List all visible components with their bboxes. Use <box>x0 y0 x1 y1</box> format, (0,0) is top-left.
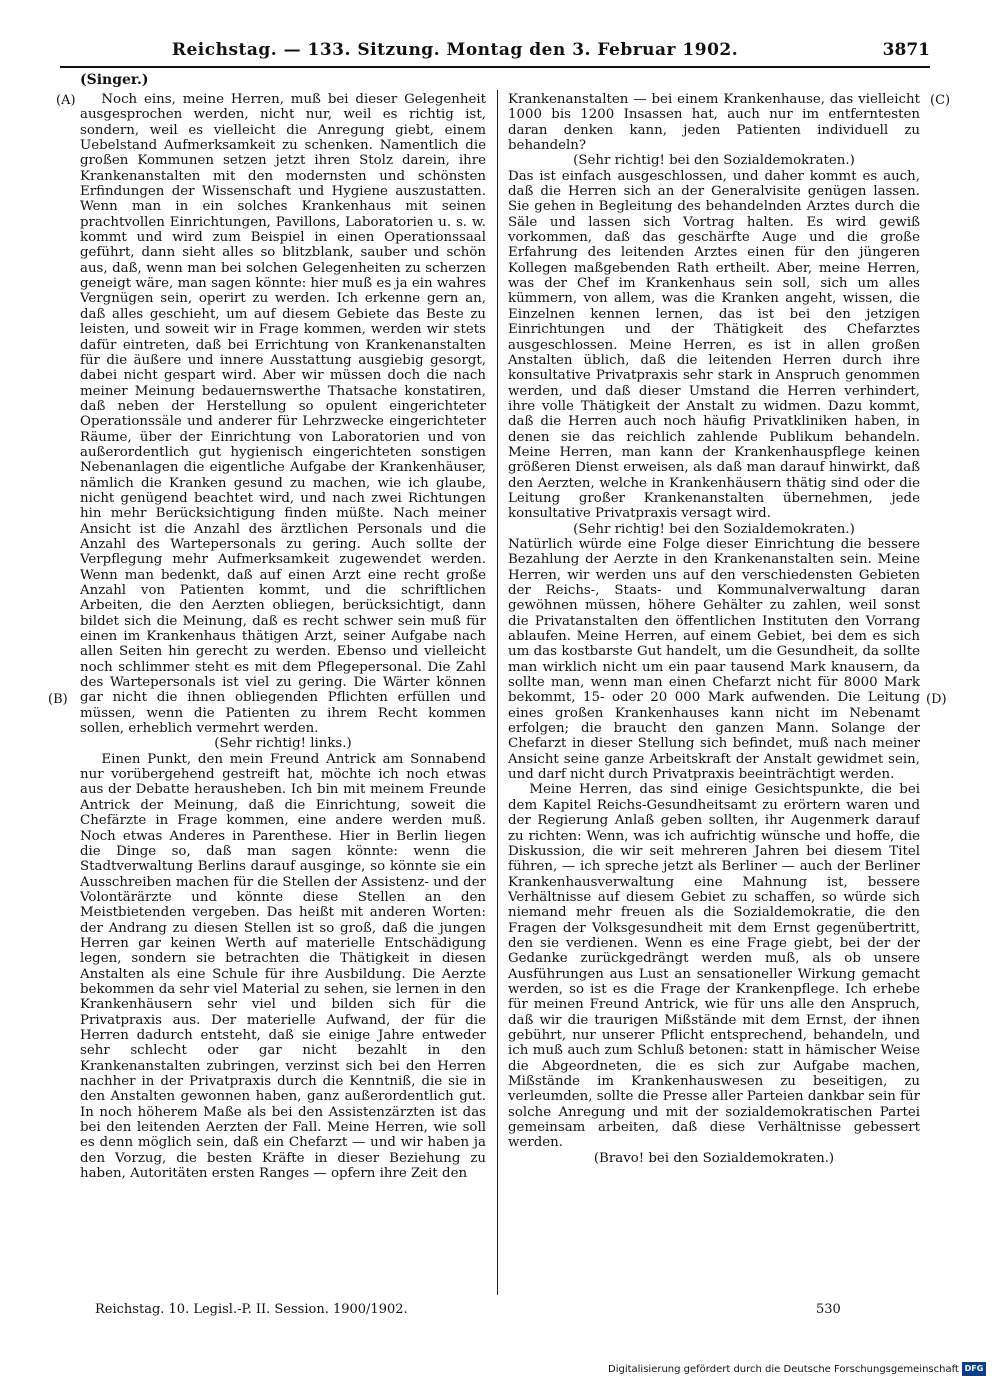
paragraph: Natürlich würde eine Folge dieser Einrichtung die bessere Bezahlung der Aerzte in den Krankenanstalten sein. Meine Herren, wir werden uns auf den verschiedensten Gebieten der Reichs-, Staats- und Kommunalverwaltung daran gewöhnen müssen, höhere Gehälter zu zahlen, weil sonst die Privatanstalten den öffentlichen Instituten den Vorrang ablaufen. Meine Herren, auf einem Gebiet, bei dem es sich um das kostbarste Gut handelt, um die Gesundheit, da sollte man wirklich nicht um ein paar tausend Mark knausern, da sollte man, wenn man einen Chefarzt nicht für 8000 Mark bekommt, 15- oder 20 000 Mark aufwenden. Die Leitung eines großen Krankenhauses kann nicht im Nebenamt erfolgen; die braucht den ganzen Mann. Solange der Chefarzt in dieser Stellung sich befindet, muß nach meiner Ansicht seine ganze Arbeitskraft der Anstalt gewidmet sein, und darf nicht durch Privatpraxis beeinträchtigt werden. <box>508 536 920 783</box>
speaker-name: (Singer.) <box>80 72 149 88</box>
right-column <box>508 92 920 1295</box>
page-number: 3871 <box>882 40 930 60</box>
interjection: (Bravo! bei den Sozialdemokraten.) <box>593 1150 835 1166</box>
margin-mark-a: (A) <box>56 93 76 108</box>
dfg-logo-icon: DFG <box>962 1362 986 1376</box>
paragraph: Einen Punkt, den mein Freund Antrick am Sonnabend nur vorübergehend gestreift hat, möchte ich noch etwas aus der Debatte herausheben. Ich bin mit meinem Freunde Antrick der Meinung, daß die Einrichtung, soweit die Chefärzte in Frage kommen, eine andere werden muß. Noch etwas Anderes in Parenthese. Hier in Berlin liegen die Dinge so, daß man sagen könnte: wenn die Stadtverwaltung Berlins darauf ausginge, so könnte sie ein Ausschreiben machen für die Stellen der Assistenz- und der Volontärärzte und könnte diese Stellen an den Meistbietenden vergeben. Das heißt mit anderen Worten: der Andrang zu diesen Stellen ist so groß, daß die jungen Herren gar keinen Werth auf materielle Entschädigung legen, sondern sie betrachten die Thätigkeit in diesen Anstalten als eine Schule für ihre Ausbildung. Die Aerzte bekommen da sehr viel Material zu sehen, sie lernen in den Krankenhäusern sehr viel und bilden sich für die Privatpraxis aus. Der materielle Aufwand, der für die Herren dadurch entsteht, daß sie einige Jahre entweder sehr schlecht oder gar nicht bezahlt in den Krankenanstalten zubringen, verzinst sich bei den Herren nachher in der Privatpraxis durch die Kenntniß, die sie in den Anstalten gewonnen haben, ganz außerordentlich gut. In noch höherem Maße als bei den Assistenzärzten ist das bei den leitenden Aerzten der Fall. Meine Herren, wie soll es denn möglich sein, daß ein Chefarzt — und wir haben ja den Vorzug, die besten Kräfte in dieser Beziehung zu haben, Autoritäten ersten Ranges — opfern ihre Zeit den <box>80 751 486 1182</box>
running-head: Reichstag. — 133. Sitzung. Montag den 3. Februar 1902. <box>171 40 739 60</box>
paragraph: Krankenanstalten — bei einem Krankenhause, das vielleicht 1000 bis 1200 Insassen hat, auch nur im entferntesten daran denken kann, jeden Patienten individuell zu behandeln? <box>508 92 920 154</box>
column-divider <box>497 90 498 1295</box>
margin-mark-d: (D) <box>926 692 947 707</box>
margin-mark-b: (B) <box>48 692 68 707</box>
digitization-note: Digitalisierung gefördert durch die Deutsche Forschungsgemeinschaft <box>608 1364 959 1375</box>
paragraph: Noch eins, meine Herren, muß bei dieser Gelegenheit ausgesprochen werden, nicht nur, weil es richtig ist, sondern, weil es vielleicht die Anregung giebt, einem Uebelstand Aufmerksamkeit zu schenken. Namentlich die großen Kommunen setzen jetzt ihren Stolz darein, ihre Krankenanstalten mit den modernsten und schönsten Erfindungen der Wissenschaft und Hygiene auszustatten. Wenn man in ein solches Krankenhaus mit seinen prachtvollen Einrichtungen, Pavillons, Laboratorien u. s. w. kommt und wird zum Beispiel in einen Operationssaal geführt, dann sieht alles so blitzblank, sauber und schön aus, daß, wenn man bei solchen Gelegenheiten zu scherzen geneigt wäre, man sagen könnte: hier muß es ja ein wahres Vergnügen sein, operirt zu werden. Ich erkenne gern an, daß alles geschieht, um auf diesem Gebiete das Beste zu leisten, und soweit wir in Frage kommen, werden wir stets dafür eintreten, daß bei Errichtung von Krankenanstalten für die äußere und innere Ausstattung ausgiebig gesorgt, dabei nicht gespart wird. Aber wir müssen doch die nach meiner Meinung bedauernswerthe Thatsache konstatiren, daß neben der Herstellung so opulent eingerichteter Operationssäle und anderer für Lehrzwecke eingerichteter Räume, über der Einrichtung von Laboratorien und von außerordentlich gut hygienisch eingerichteten sonstigen Nebenanlagen die eigentliche Aufgabe der Krankenhäuser, nämlich die Kranken gesund zu machen, wie ich glaube, nicht genügend beachtet wird, und nach zwei Richtungen hin mehr Berücksichtigung finden müßte. Nach meiner Ansicht ist die Anzahl des ärztlichen Personals und die Anzahl des Wartepersonals zu gering. Auch sollte der Verpflegung mehr Aufmerksamkeit zugewendet werden. Wenn man bedenkt, daß auf einen Arzt eine recht große Anzahl von Patienten kommt, und die schriftlichen Arbeiten, die den Aerzten obliegen, berücksichtigt, dann bildet sich die Meinung, daß es recht schwer sein muß für einen im Krankenhaus thätigen Arzt, seiner Aufgabe nach allen Seiten hin gerecht zu werden. Ebenso und vielleicht noch schlimmer steht es mit dem Pflegepersonal. Die Zahl des Wartepersonals ist viel zu gering. Die Wärter können gar nicht die ihnen obliegenden Pflichten erfüllen und müssen, wenn die Patienten zu ihrem Recht kommen sollen, erheblich vermehrt werden. <box>80 92 486 737</box>
margin-mark-c: (C) <box>930 93 951 108</box>
footer-sheet-number: 530 <box>816 1302 841 1317</box>
paragraph: Meine Herren, das sind einige Gesichtspunkte, die bei dem Kapitel Reichs-Gesundheitsamt zu erörtern waren und der Regierung Anlaß geben sollten, ihr Augenmerk darauf zu richten: Wenn, was ich aufrichtig wünsche und hoffe, die Diskussion, die wir seit mehreren Jahren bei diesem Titel führen, — ich spreche jetzt als Berliner — auch der Berliner Krankenhausverwaltung eine Mahnung ist, bessere Verhältnisse auf diesem Gebiet zu schaffen, so würde sich niemand mehr freuen als die Sozialdemokratie, die den Fragen der Volksgesundheit mit dem Ernst gegenübertritt, den sie verdienen. Wenn es eine Frage giebt, bei der der Gedanke zurückgedrängt werden muß, als ob unsere Ausführungen aus Lust an sensationeller Wirkung gemacht werden, so ist es die Frage der Krankenpflege. Ich erhebe für meinen Freund Antrick, wie für uns alle den Anspruch, daß wir die traurigen Mißstände mit dem Ernst, der ihnen gebührt, nur unserer Pflicht entsprechend, behandeln, und ich muß auch zum Schluß betonen: statt in hämischer Weise die Abgeordneten, die es sich zur Aufgabe machen, Mißstände im Krankenhauswesen zu beseitigen, zu verleumden, sollte die Presse aller Parteien dankbar sein für solche Anregung und mit der sozialdemokratischen Partei gemeinsam arbeiten, daß diese Verhältnisse gebessert werden. <box>508 782 920 1151</box>
header-rule <box>60 66 930 68</box>
interjection: (Sehr richtig! links.) <box>214 736 352 752</box>
interjection: (Sehr richtig! bei den Sozialdemokraten.) <box>573 521 855 537</box>
footer-session-info: Reichstag. 10. Legisl.-P. II. Session. 1900/1902. <box>95 1302 408 1317</box>
interjection: (Sehr richtig! bei den Sozialdemokraten.) <box>573 153 855 169</box>
left-column <box>80 92 486 1295</box>
paragraph: Das ist einfach ausgeschlossen, und daher kommt es auch, daß die Herren sich an der Generalvisite genügen lassen. Sie gehen in Begleitung des behandelnden Arztes durch die Säle und lassen sich Vortrag halten. Es wird gewiß vorkommen, daß das geschärfte Auge und die große Erfahrung des leitenden Arztes einen für den jüngeren Kollegen maßgebenden Rath ertheilt. Aber, meine Herren, was der Chef im Krankenhaus sein soll, sich um alles kümmern, von allem, was die Kranken angeht, wissen, die Einzelnen kennen lernen, das ist bei den jetzigen Einrichtungen und der Thätigkeit des Chefarztes ausgeschlossen. Meine Herren, es ist in allen großen Anstalten üblich, daß die leitenden Herren durch ihre konsultative Privatpraxis sehr stark in Anspruch genommen werden, und daß dieser Umstand die Herren verhindert, ihre volle Thätigkeit der Anstalt zu widmen. Dazu kommt, daß die Herren auch noch häufig Privatkliniken haben, in denen sie das reichlich zahlende Publikum behandeln. Meine Herren, man kann der Krankenhauspflege keinen größeren Dienst erweisen, als daß man darauf hinwirkt, daß den Aerzten, welche in Krankenhäusern thätig sind oder die Leitung großer Krankenanstalten übernehmen, jede konsultative Privatpraxis versagt wird. <box>508 168 920 522</box>
